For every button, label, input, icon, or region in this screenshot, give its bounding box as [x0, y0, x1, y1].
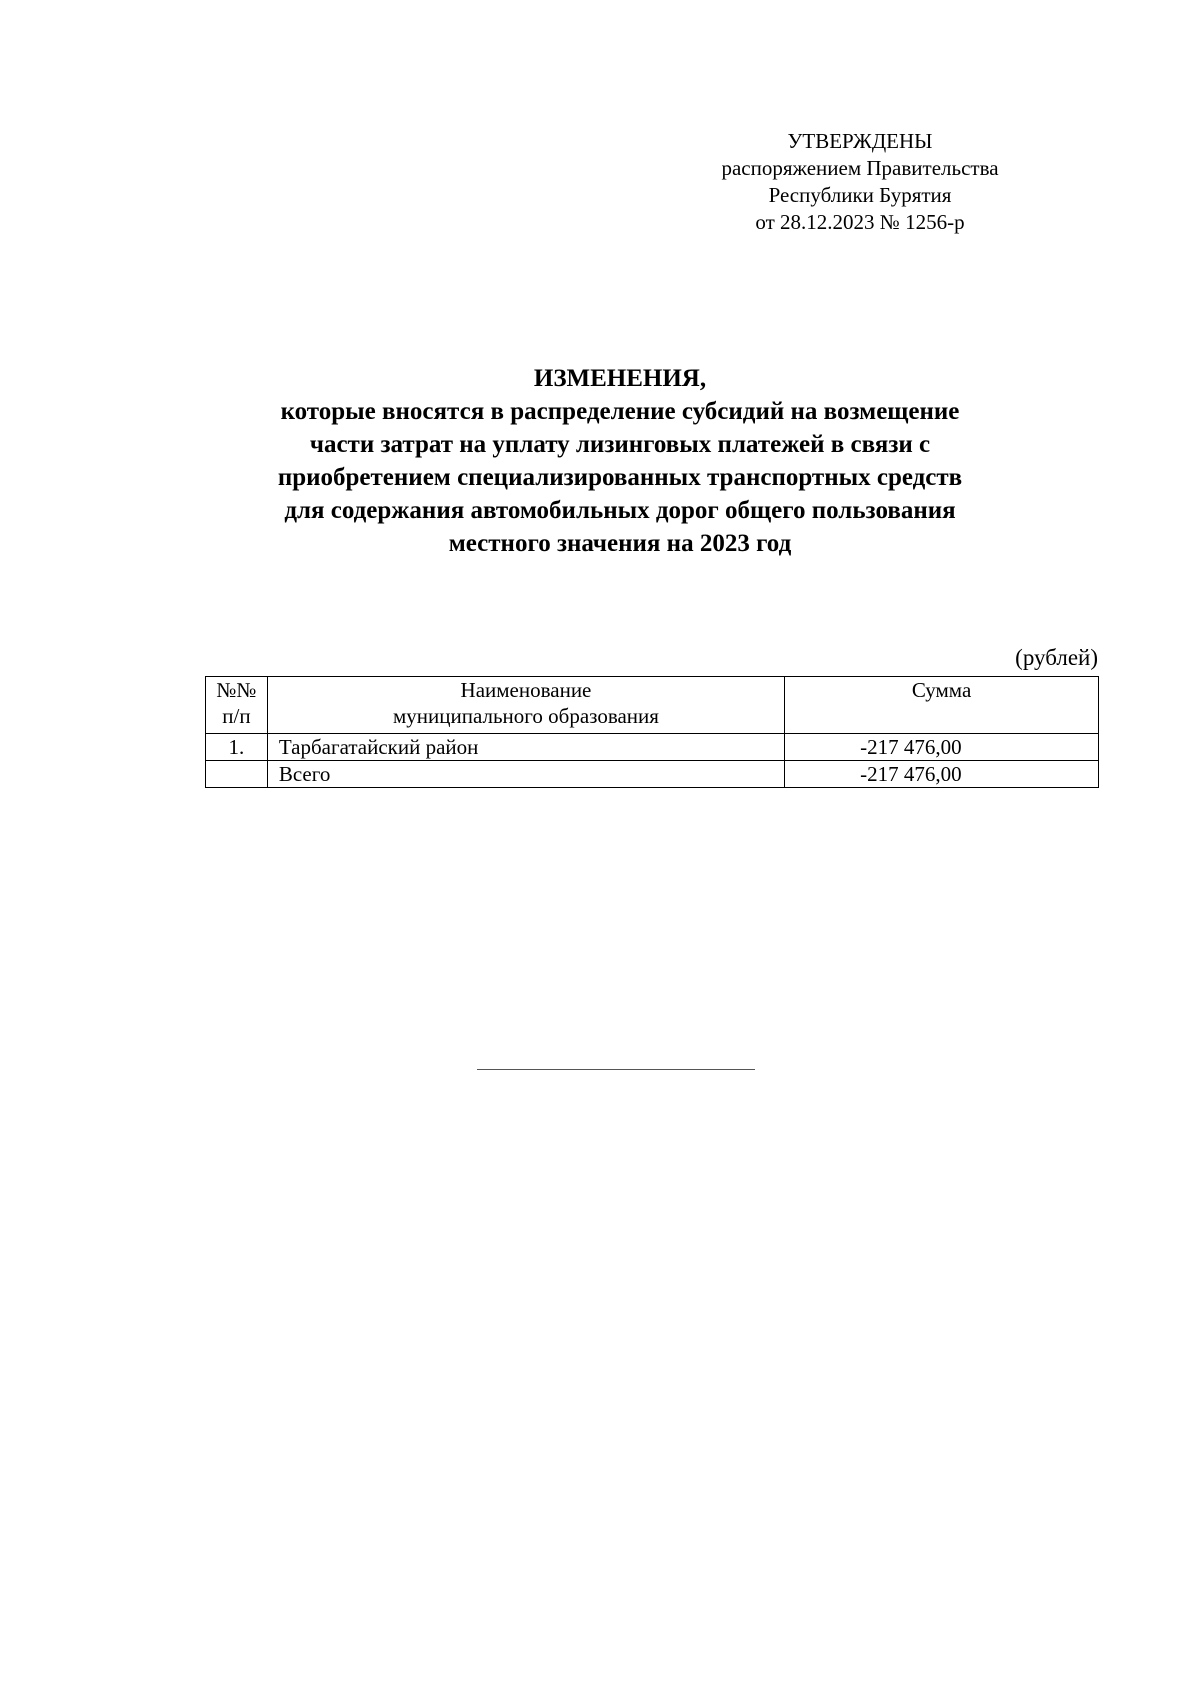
row-municipality: Тарбагатайский район	[267, 734, 784, 761]
approval-heading: УТВЕРЖДЕНЫ	[787, 129, 933, 153]
approval-line: распоряжением Правительства	[721, 156, 999, 180]
table-header-row	[206, 677, 1099, 734]
title-line: части затрат на уплату лизинговых платежей в связи с	[309, 431, 931, 458]
document-title	[180, 362, 1060, 560]
title-heading: ИЗМЕНЕНИЯ,	[533, 365, 707, 392]
row-total-label: Всего	[267, 761, 784, 788]
title-line: местного значения на 2023 год	[448, 530, 792, 557]
currency-unit-label: (рублей)	[1015, 645, 1098, 670]
table-total-row	[206, 761, 1099, 788]
header-municipality: Наименование муниципального образования	[267, 677, 784, 734]
approval-date-number: от 28.12.2023 № 1256-р	[755, 210, 965, 234]
title-line: приобретением специализированных транспортных средств	[277, 464, 963, 491]
row-total-sum: -217 476,00	[785, 761, 1099, 788]
approval-stamp	[710, 128, 1010, 236]
header-number: №№ п/п	[206, 677, 268, 734]
row-number	[206, 761, 268, 788]
header-sum: Сумма	[785, 677, 1099, 734]
title-line: которые вносятся в распределение субсидий на возмещение	[280, 398, 960, 425]
subsidy-distribution-table	[205, 676, 1099, 788]
row-sum: -217 476,00	[785, 734, 1099, 761]
row-number: 1.	[206, 734, 268, 761]
closing-separator-line	[477, 1069, 755, 1070]
title-line: для содержания автомобильных дорог общего пользования	[284, 497, 956, 524]
approval-line: Республики Бурятия	[768, 183, 952, 207]
table-row	[206, 734, 1099, 761]
